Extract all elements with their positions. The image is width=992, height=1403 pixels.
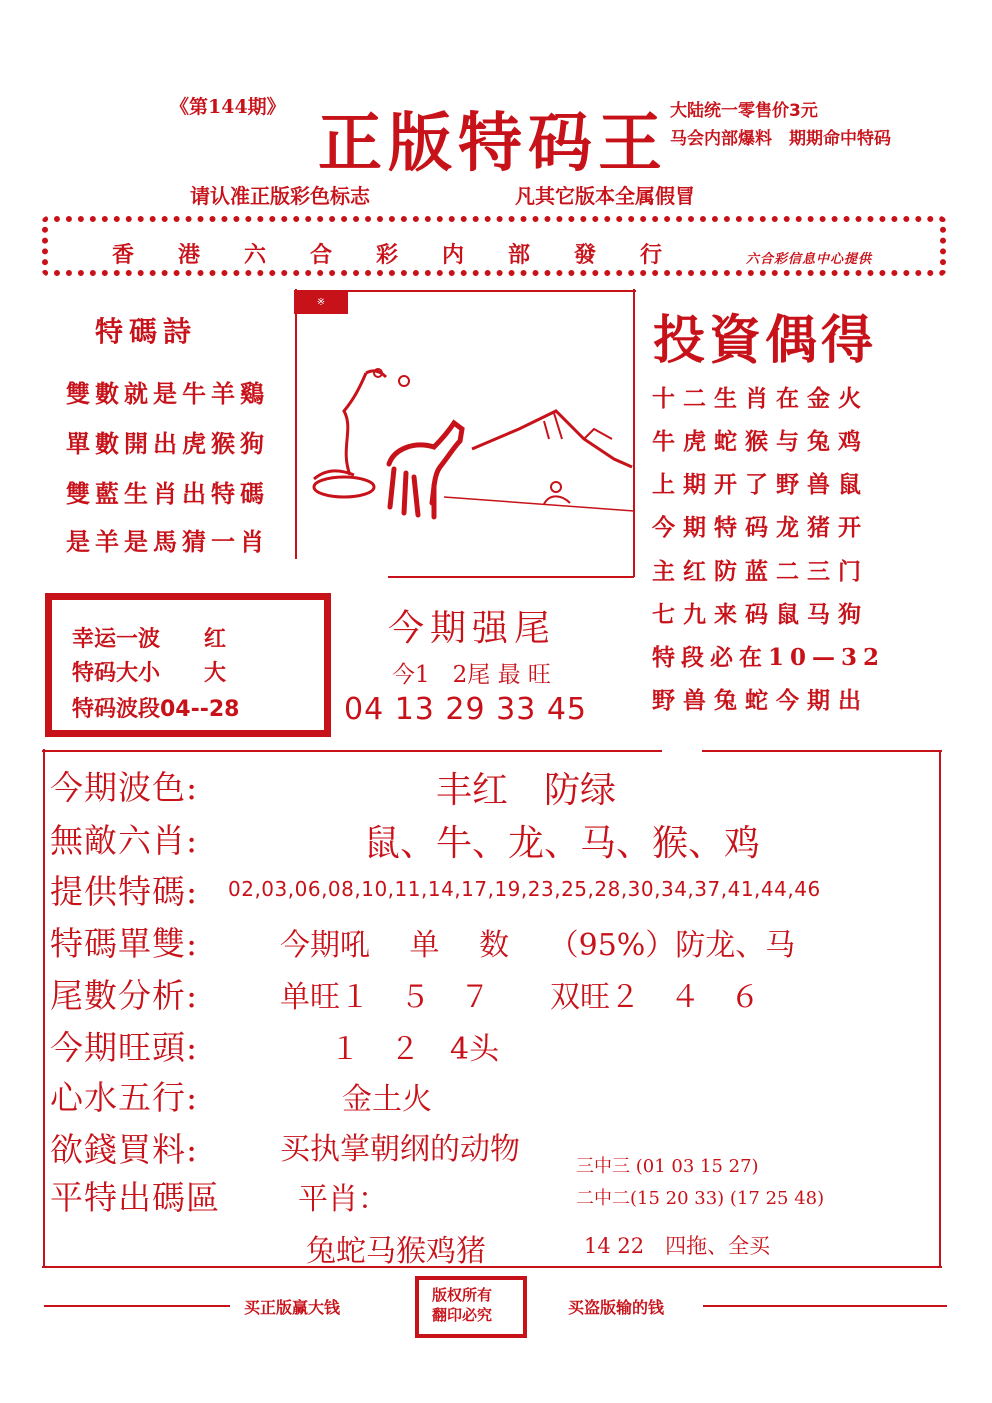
page-title: 正版特码王 [318, 106, 668, 181]
divider [388, 576, 634, 578]
label-flat-zone: 平特出碼區 [50, 1178, 220, 1217]
label-odd-even: 特碼單雙: [50, 924, 199, 963]
special-numbers-value: 02,03,06,08,10,11,14,17,19,23,25,28,30,34,37,41,44,46 [228, 877, 821, 901]
lucky-row: 幸运一波 红 [72, 627, 227, 652]
price-text: 大陆统一零售价3元 [670, 101, 818, 121]
tail-analysis-value: 单旺１ ５ ７ 双旺２ ４ ６ [280, 980, 760, 1015]
label-special-numbers: 提供特碼: [50, 872, 199, 911]
verse-line: 上期开了野兽鼠 [652, 471, 869, 498]
combo-drag: 14 22 四拖、全买 [584, 1234, 771, 1258]
five-elements-value: 金土火 [342, 1082, 432, 1117]
lucky-row: 特码大小 大 [72, 661, 227, 686]
verse-line: 今期特码龙猪开 [652, 514, 869, 541]
verse-line: 野兽兔蛇今期出 [652, 687, 869, 714]
strong-tail-subtitle: 今1 2尾 最 旺 [392, 662, 551, 688]
footer-right-text: 买盗版输的钱 [568, 1298, 665, 1317]
painting-seal: ※ [294, 292, 348, 314]
banner-credit: 六合彩信息中心提供 [746, 252, 873, 267]
footer-rule-left [44, 1305, 230, 1307]
strong-tail-title: 今期强尾 [388, 608, 557, 649]
wave-color-value: 丰红 防绿 [436, 770, 617, 811]
poem-line: 雙藍生肖出特碼 [66, 479, 269, 508]
issue-number: 《第144期》 [170, 96, 286, 118]
footer-left-text: 买正版赢大钱 [244, 1298, 341, 1317]
verse-line: 七九来码鼠马狗 [652, 601, 869, 628]
slogan-text: 马会内部爆料 期期命中特码 [670, 129, 891, 149]
horse-illustration [294, 289, 636, 577]
combo-three: 三中三 (01 03 15 27) [576, 1156, 759, 1177]
label-five-elements: 心水五行: [50, 1078, 199, 1117]
hot-head-value: １ ２ 4头 [330, 1032, 500, 1067]
copyright-line-1: 版权所有 [432, 1286, 493, 1304]
footer-rule-right [703, 1305, 947, 1307]
combo-two: 二中二(15 20 33) (17 25 48) [576, 1188, 825, 1209]
banner-title: 香港六合彩内部發行 [112, 242, 707, 268]
lucky-row: 特码波段04--28 [72, 697, 240, 722]
verse-line: 十二生肖在金火 [652, 385, 869, 412]
notice-left: 请认准正版彩色标志 [190, 184, 370, 208]
flat-zodiac-value: 兔蛇马猴鸡猪 [306, 1234, 486, 1269]
buy-hint-value: 买执掌朝纲的动物 [280, 1132, 520, 1167]
strong-tail-numbers: 04 13 29 33 45 [344, 692, 588, 727]
verse-line: 牛虎蛇猴与兔鸡 [652, 428, 869, 455]
verse-line: 主红防蓝二三门 [652, 558, 869, 585]
label-buy-hint: 欲錢買料: [50, 1130, 199, 1169]
poem-line: 單數開出虎猴狗 [66, 429, 269, 458]
six-zodiac-value: 鼠、牛、龙、马、猴、鸡 [364, 823, 761, 864]
label-wave-color: 今期波色: [50, 768, 199, 807]
poem-line: 雙數就是牛羊鷄 [66, 379, 269, 408]
poem-line: 是羊是馬猜一肖 [66, 527, 269, 556]
notice-right: 凡其它版本全属假冒 [515, 184, 695, 208]
label-hot-head: 今期旺頭: [50, 1028, 199, 1067]
flat-label: 平肖： [298, 1182, 388, 1217]
odd-even-value: 今期吼 单 数 （95%）防龙、马 [280, 928, 796, 963]
verse-line: 特段必在10—32 [652, 644, 886, 671]
invest-title: 投資偶得 [653, 310, 878, 371]
label-tail-analysis: 尾數分析: [50, 976, 199, 1015]
copyright-line-2: 翻印必究 [432, 1306, 493, 1324]
label-six-zodiac: 無敵六肖: [50, 821, 199, 860]
poem-title: 特碼詩 [95, 315, 198, 348]
